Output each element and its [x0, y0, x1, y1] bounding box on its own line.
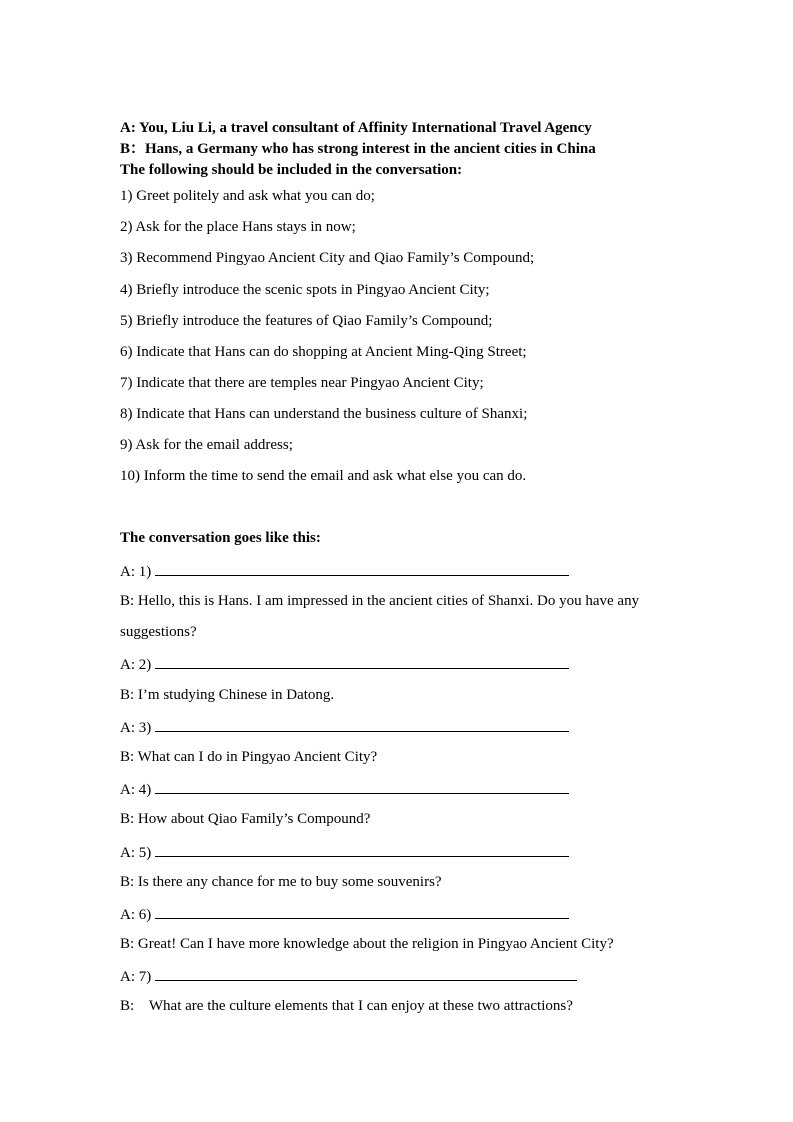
role-a-description: A: You, Liu Li, a travel consultant of Affinity International Travel Agency [120, 120, 592, 136]
hans-line-3: B: What can I do in Pingyao Ancient City? [120, 749, 378, 765]
answer-label-6: A: 6) [120, 907, 152, 923]
answer-line-2 [120, 654, 569, 674]
answer-blank-1[interactable] [155, 561, 569, 576]
hans-line-5: B: Is there any chance for me to buy some souvenirs? [120, 874, 442, 890]
answer-blank-2[interactable] [155, 654, 569, 669]
answer-label-3: A: 3) [120, 720, 152, 736]
requirement-item: 7) Indicate that there are temples near Pingyao Ancient City; [120, 375, 484, 391]
requirement-item: 5) Briefly introduce the features of Qiao Family’s Compound; [120, 313, 493, 329]
answer-line-3 [120, 717, 569, 737]
role-b-description: B：Hans, a Germany who has strong interest in the ancient cities in China [120, 141, 596, 157]
answer-label-7: A: 7) [120, 969, 152, 985]
hans-line-7: B: What are the culture elements that I can enjoy at these two attractions? [120, 998, 573, 1014]
requirement-item: 4) Briefly introduce the scenic spots in Pingyao Ancient City; [120, 282, 490, 298]
answer-blank-3[interactable] [155, 717, 569, 732]
requirement-item: 8) Indicate that Hans can understand the business culture of Shanxi; [120, 406, 528, 422]
answer-blank-6[interactable] [155, 904, 569, 919]
answer-line-7 [120, 966, 577, 986]
answer-label-5: A: 5) [120, 845, 152, 861]
answer-blank-7[interactable] [155, 966, 577, 981]
hans-line-4: B: How about Qiao Family’s Compound? [120, 811, 371, 827]
answer-label-4: A: 4) [120, 782, 152, 798]
hans-line-1-continued: suggestions? [120, 624, 197, 640]
answer-label-1: A: 1) [120, 564, 152, 580]
answer-blank-4[interactable] [155, 779, 569, 794]
hans-line-6: B: Great! Can I have more knowledge about the religion in Pingyao Ancient City? [120, 936, 614, 952]
hans-line-1: B: Hello, this is Hans. I am impressed in the ancient cities of Shanxi. Do you have any [120, 593, 640, 609]
answer-line-5 [120, 842, 569, 862]
conversation-heading: The conversation goes like this: [120, 530, 321, 546]
requirement-item: 6) Indicate that Hans can do shopping at Ancient Ming-Qing Street; [120, 344, 527, 360]
requirement-item: 3) Recommend Pingyao Ancient City and Qiao Family’s Compound; [120, 250, 535, 266]
requirement-item: 9) Ask for the email address; [120, 437, 293, 453]
answer-line-4 [120, 779, 569, 799]
instructions-heading: The following should be included in the conversation: [120, 162, 463, 178]
answer-line-6 [120, 904, 569, 924]
requirement-item: 10) Inform the time to send the email and ask what else you can do. [120, 468, 527, 484]
answer-label-2: A: 2) [120, 657, 152, 673]
answer-blank-5[interactable] [155, 842, 569, 857]
requirement-item: 1) Greet politely and ask what you can do; [120, 188, 375, 204]
answer-line-1 [120, 561, 569, 581]
hans-line-2: B: I’m studying Chinese in Datong. [120, 687, 335, 703]
requirement-item: 2) Ask for the place Hans stays in now; [120, 219, 356, 235]
